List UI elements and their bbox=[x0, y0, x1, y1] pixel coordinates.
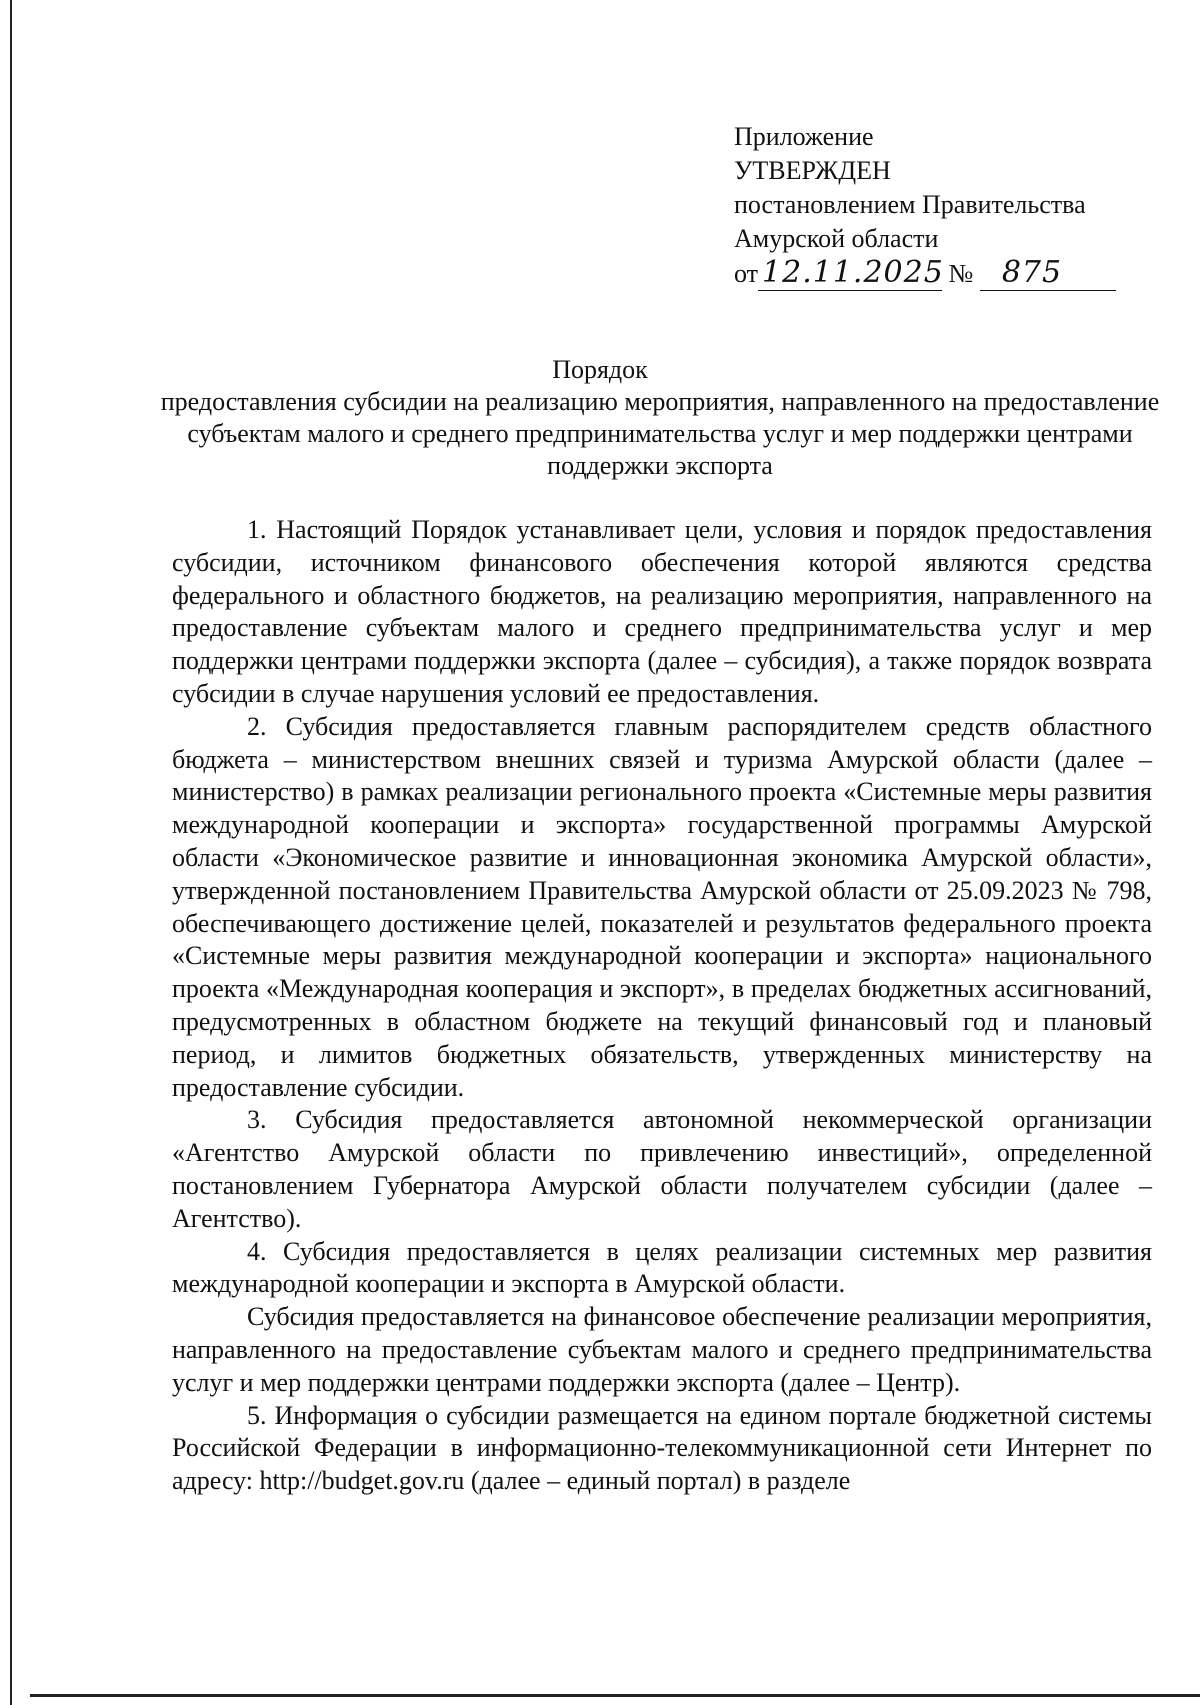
document-body bbox=[172, 514, 1152, 1498]
approval-date-number-line bbox=[734, 256, 1174, 291]
date-prefix: от bbox=[734, 259, 759, 288]
approval-line-annex: Приложение bbox=[734, 122, 874, 151]
paragraph-4: 4. Субсидия предоставляется в целях реализации системных мер развития международной кооперации и экспорта в Амурской области. bbox=[172, 1236, 1152, 1299]
approval-line-approved: УТВЕРЖДЕН bbox=[734, 156, 891, 185]
document-subtitle: предоставления субсидии на реализацию мероприятия, направленного на предоставление субъектам малого и среднего предпринимательства услуг и мер поддержки центрами поддержки экспорта bbox=[160, 387, 1160, 480]
paragraph-5: 5. Информация о субсидии размещается на едином портале бюджетной системы Российской Федерации в информационно-телекоммуникационной сети Интернет по адресу: http://budget.gov.ru (далее – единый портал) в разделе bbox=[172, 1400, 1152, 1496]
document-title: Порядок bbox=[552, 355, 648, 384]
paragraph-1: 1. Настоящий Порядок устанавливает цели, условия и порядок предоставления субсидии, источником финансового обеспечения которой являются средства федерального и областного бюджетов, на реализацию мероприятия, направленного на предоставление субъектам малого и среднего предпринимательства услуг и мер поддержки центрами поддержки экспорта (далее – субсидия), а также порядок возврата субсидии в случае нарушения условий ее предоставления. bbox=[172, 515, 1152, 708]
approval-block bbox=[734, 120, 1174, 291]
paragraph-4-continued: Субсидия предоставляется на финансовое обеспечение реализации мероприятия, направленного на предоставление субъектам малого и среднего предпринимательства услуг и мер поддержки центрами поддержки экспорта (далее – Центр). bbox=[172, 1302, 1152, 1397]
approval-line-region: Амурской области bbox=[734, 224, 939, 253]
number-label: № bbox=[948, 259, 974, 288]
handwritten-number: 875 bbox=[980, 256, 1116, 291]
scan-edge-bottom bbox=[30, 1694, 1200, 1697]
paragraph-2: 2. Субсидия предоставляется главным распорядителем средств областного бюджета – министерством внешних связей и туризма Амурской области (далее – министерство) в рамках реализации регионального проекта «Системные меры развития международной кооперации и экспорта» государственной программы Амурской области «Экономическое развитие и инновационная экономика Амурской области», утвержденной постановлением Правительства Амурской области от 25.09.2023 № 798, обеспечивающего достижение целей, показателей и результатов федерального проекта «Системные меры развития международной кооперации и экспорта» национального проекта «Международная кооперация и экспорт», в пределах бюджетных ассигнований, предусмотренных в областном бюджете на текущий финансовый год и плановый период, и лимитов бюджетных обязательств, утвержденных министерству на предоставление субсидии. bbox=[172, 711, 1152, 1102]
approval-line-resolution: постановлением Правительства bbox=[734, 190, 1086, 219]
paragraph-3: 3. Субсидия предоставляется автономной некоммерческой организации «Агентство Амурской области по привлечению инвестиций», определенной постановлением Губернатора Амурской области получателем субсидии (далее – Агентство). bbox=[172, 1105, 1152, 1233]
handwritten-date: 12.11.2025 bbox=[758, 256, 942, 291]
scan-edge-left bbox=[10, 0, 12, 1705]
